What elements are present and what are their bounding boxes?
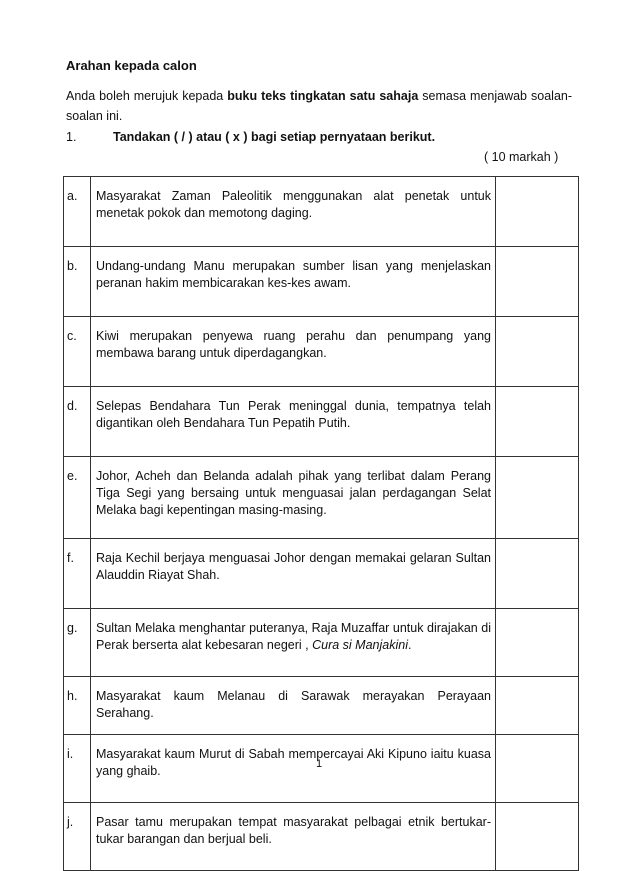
statement-letter: d. bbox=[64, 387, 91, 457]
page-number: 1 bbox=[315, 758, 323, 770]
statement-text: Pasar tamu merupakan tempat masyarakat pelbagai etnik bertukar-tukar barangan dan berjual beli. bbox=[91, 803, 496, 871]
answer-cell[interactable] bbox=[496, 387, 579, 457]
statement-letter: c. bbox=[64, 317, 91, 387]
statement-text: Johor, Acheh dan Belanda adalah pihak yang terlibat dalam Perang Tiga Segi yang bersaing untuk menguasai jalan perdagangan Selat Melaka bagi kepentingan masing-masing. bbox=[91, 457, 496, 539]
statement-text: Masyarakat kaum Melanau di Sarawak merayakan Perayaan Serahang. bbox=[91, 677, 496, 735]
statement-text: Raja Kechil berjaya menguasai Johor dengan memakai gelaran Sultan Alauddin Riayat Shah. bbox=[91, 539, 496, 609]
table-row bbox=[64, 803, 579, 871]
intro-text-2: semasa menjawab soalan-soalan ini. bbox=[66, 89, 573, 123]
statement-text: Undang-undang Manu merupakan sumber lisan yang menjelaskan peranan hakim membicarakan kes-kes awam. bbox=[91, 247, 496, 317]
answer-cell[interactable] bbox=[496, 803, 579, 871]
answer-cell[interactable] bbox=[496, 677, 579, 735]
statement-text: Masyarakat Zaman Paleolitik menggunakan alat penetak untuk menetak pokok dan memotong daging. bbox=[91, 177, 496, 247]
table-row bbox=[64, 177, 579, 247]
table-row bbox=[64, 247, 579, 317]
answer-cell[interactable] bbox=[496, 609, 579, 677]
answer-cell[interactable] bbox=[496, 177, 579, 247]
table-row bbox=[64, 387, 579, 457]
intro-text-1: Anda boleh merujuk kepada bbox=[66, 89, 228, 103]
instructions-text bbox=[66, 86, 572, 126]
statement-letter: h. bbox=[64, 677, 91, 735]
statement-text: Kiwi merupakan penyewa ruang perahu dan penumpang yang membawa barang untuk diperdagangkan. bbox=[91, 317, 496, 387]
answer-cell[interactable] bbox=[496, 539, 579, 609]
statement-text: Selepas Bendahara Tun Perak meninggal dunia, tempatnya telah digantikan oleh Bendahara Tun Pepatih Putih. bbox=[91, 387, 496, 457]
table-row bbox=[64, 539, 579, 609]
statement-letter: i. bbox=[64, 735, 91, 803]
statement-text bbox=[91, 609, 496, 677]
table-row bbox=[64, 457, 579, 539]
statement-text: Masyarakat kaum Murut di Sabah mempercayai Aki Kipuno iaitu kuasa yang ghaib. bbox=[91, 735, 496, 803]
statement-text-tail: . bbox=[407, 638, 412, 652]
answer-cell[interactable] bbox=[496, 317, 579, 387]
statement-letter: f. bbox=[64, 539, 91, 609]
statement-letter: j. bbox=[64, 803, 91, 871]
statement-letter: g. bbox=[64, 609, 91, 677]
question-instruction: Tandakan ( / ) atau ( x ) bagi setiap pernyataan berikut. bbox=[113, 130, 436, 144]
statement-letter: a. bbox=[64, 177, 91, 247]
statement-letter: e. bbox=[64, 457, 91, 539]
table-row bbox=[64, 609, 579, 677]
intro-text-bold: buku teks tingkatan satu sahaja bbox=[227, 89, 419, 103]
answer-cell[interactable] bbox=[496, 247, 579, 317]
table-row bbox=[64, 677, 579, 735]
answer-cell[interactable] bbox=[496, 457, 579, 539]
question-marks: ( 10 markah ) bbox=[484, 150, 559, 164]
statement-letter: b. bbox=[64, 247, 91, 317]
statement-text-italic: Cura si Manjakini bbox=[312, 638, 408, 652]
question-number: 1. bbox=[66, 130, 77, 144]
statement-text-main: Sultan Melaka menghantar puteranya, Raja Muzaffar untuk dirajakan di Perak berserta alat kebesaran negeri , bbox=[96, 621, 491, 652]
table-row bbox=[64, 317, 579, 387]
instructions-heading: Arahan kepada calon bbox=[66, 58, 197, 73]
